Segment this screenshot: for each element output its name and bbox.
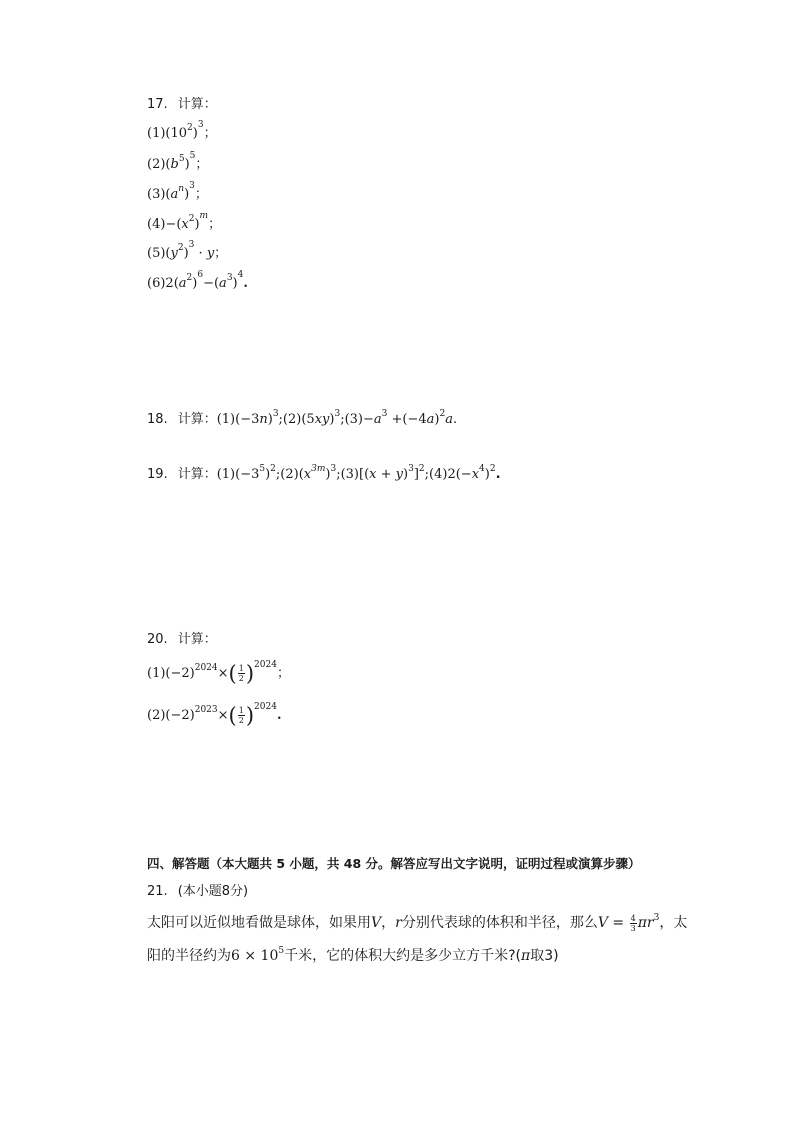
text: ，: [381, 915, 396, 931]
expr: ): [184, 157, 190, 172]
item-label: (2): [147, 708, 166, 723]
exponent: 5: [178, 154, 185, 164]
exponent: 2023: [194, 705, 218, 715]
exponent: 2: [177, 243, 184, 253]
exponent: 2: [186, 273, 193, 283]
expr: −(: [203, 276, 220, 291]
q19-number: 19.: [147, 467, 168, 482]
expr: +(−4: [387, 412, 427, 427]
expr: ): [184, 187, 190, 202]
q18-number: 18.: [147, 412, 168, 427]
exponent: 3: [189, 181, 195, 191]
exponent: 4: [479, 464, 485, 474]
item-label: (4): [147, 217, 166, 232]
exponent: n: [178, 184, 185, 194]
q21-points: (本小题8分): [177, 884, 249, 899]
item-label: (5): [147, 246, 166, 261]
text: 千米，它的体积大约是多少立方千米?(: [284, 948, 521, 964]
exponent: 3: [408, 464, 414, 474]
text: 太阳可以近似地看做是球体，如果用: [147, 915, 371, 931]
exponent: m: [199, 211, 209, 221]
expr: ;(2)(: [275, 467, 304, 482]
expr: (1)(−3: [216, 412, 260, 427]
variable: a: [445, 412, 453, 427]
q17-item-1: [147, 120, 217, 144]
expr: (: [165, 157, 171, 172]
q21-line2: [147, 946, 559, 966]
paren-open: (: [228, 661, 237, 686]
exponent: 6: [197, 270, 204, 280]
variable: y: [395, 467, 404, 482]
q20-header: [147, 630, 217, 650]
q17-item-6: [147, 270, 248, 294]
expr: (1)(−3: [216, 467, 260, 482]
variable: x: [471, 467, 480, 482]
expr: ): [192, 126, 198, 141]
exponent: 2: [439, 409, 446, 419]
q20-title: 计算：: [177, 632, 217, 647]
variable: a: [426, 412, 435, 427]
fraction: [238, 664, 245, 683]
variable: x: [369, 467, 377, 482]
paren-open: (: [228, 703, 237, 728]
punct: ；: [276, 666, 290, 681]
variable: x: [303, 467, 312, 482]
q21-line1: [147, 913, 687, 933]
variable: a: [373, 412, 382, 427]
variable: b: [170, 157, 179, 172]
expr: ;(3)−: [340, 412, 374, 427]
numerator: 1: [238, 706, 244, 715]
q17-item-5: [147, 240, 228, 264]
expr: ): [403, 467, 409, 482]
q21-header: [147, 882, 248, 902]
item-label: (3): [147, 187, 166, 202]
exponent: 5: [189, 151, 196, 161]
expr: ;(4)2(−: [424, 467, 472, 482]
expr: ): [484, 467, 490, 482]
expr: (: [165, 246, 171, 261]
operator: =: [607, 915, 629, 931]
item-label: (6): [147, 276, 166, 291]
fraction: [238, 706, 245, 725]
punct: ；: [194, 187, 208, 202]
variable: a: [178, 276, 187, 291]
variable: V: [597, 915, 608, 931]
expr: ]: [413, 467, 419, 482]
punct: ；: [214, 246, 228, 261]
operator: ×: [217, 708, 229, 723]
variable: y: [206, 246, 215, 261]
expr: ): [267, 412, 273, 427]
fraction: [630, 914, 637, 933]
exponent: 3: [330, 464, 337, 474]
q20-item-2: [147, 702, 282, 728]
exponent: 3: [334, 409, 341, 419]
expr: ;(2)(5: [278, 412, 315, 427]
punct: ；: [203, 126, 217, 141]
numerator: 4: [630, 913, 636, 923]
exponent: 3: [272, 409, 279, 419]
exponent: 5: [259, 464, 266, 474]
item-label: (1): [147, 666, 166, 681]
q17-item-4: [147, 211, 222, 235]
expr: ): [325, 467, 331, 482]
exponent: 2: [188, 214, 195, 224]
exponent: 3: [653, 913, 660, 923]
expr: (10: [165, 126, 188, 141]
punct: ；: [195, 157, 209, 172]
exponent: 3: [381, 409, 388, 419]
punct: .: [276, 708, 282, 723]
q17-item-2: [147, 151, 209, 175]
operator: ×: [217, 666, 229, 681]
punct: .: [495, 467, 501, 482]
exponent: 2024: [254, 702, 277, 712]
text: 分别代表球的体积和半径，那么: [401, 915, 598, 931]
punct: ；: [208, 217, 222, 232]
exponent: 2: [489, 464, 496, 474]
item-label: (1): [147, 126, 166, 141]
denominator: 3: [630, 923, 636, 933]
text: 取3): [530, 948, 559, 964]
variable: y: [170, 246, 178, 261]
expr: ;(3)[(: [336, 467, 370, 482]
section4-heading: 四、解答题（本大题共 5 小题，共 48 分。解答应写出文字说明，证明过程或演算步骤）: [147, 856, 641, 871]
numerator: 1: [238, 664, 244, 673]
item-label: (2): [147, 157, 166, 172]
expr: ): [434, 412, 440, 427]
q20-number: 20.: [147, 632, 168, 647]
pi-symbol: π: [637, 915, 647, 931]
q20-item-1: [147, 660, 290, 686]
exponent: 2024: [254, 660, 277, 670]
expr: (−2): [165, 666, 195, 681]
exponent: 4: [237, 270, 244, 280]
q19-line: [147, 465, 501, 485]
exponent: 2024: [194, 663, 218, 673]
text: ，太: [659, 915, 688, 931]
expr: 6 × 10: [231, 948, 279, 964]
paren-close: ): [245, 661, 255, 686]
exponent: 3: [188, 240, 195, 250]
exponent: 2: [418, 464, 425, 474]
expr: 2(: [165, 276, 179, 291]
paren-close: ): [245, 703, 255, 728]
q18-line: [147, 410, 457, 430]
exponent: 2: [270, 464, 276, 474]
variable: x: [181, 217, 189, 232]
punct: .: [452, 412, 458, 427]
variable: r: [646, 915, 654, 931]
expr: (−2): [165, 708, 195, 723]
expr: ): [183, 246, 189, 261]
exponent: 3: [197, 120, 204, 130]
punct: .: [243, 276, 248, 291]
q17-item-3: [147, 181, 208, 205]
q18-title: 计算：: [177, 412, 217, 427]
expr: ): [194, 217, 200, 232]
q21-number: 21.: [147, 884, 168, 899]
denominator: 2: [238, 716, 244, 725]
expr: ): [329, 412, 335, 427]
expr: ): [192, 276, 198, 291]
variable: xy: [314, 412, 330, 427]
expr: −(: [165, 217, 182, 232]
operator: +: [376, 467, 396, 482]
exponent: 2: [187, 123, 193, 133]
expr: ): [232, 276, 238, 291]
expr: (: [165, 187, 171, 202]
denominator: 2: [238, 674, 244, 683]
variable: r: [395, 915, 402, 931]
q17-title: 计算：: [177, 97, 217, 112]
expr: ): [265, 467, 271, 482]
variable: V: [371, 915, 382, 931]
variable: n: [259, 412, 268, 427]
q17-number: 17.: [147, 97, 168, 112]
text: 阳的半径约为: [147, 948, 231, 964]
q17-header: [147, 95, 217, 115]
operator: ·: [194, 246, 207, 261]
variable: a: [219, 276, 227, 291]
exponent: 5: [278, 946, 285, 956]
q19-title: 计算：: [177, 467, 217, 482]
exponent: 3m: [311, 464, 326, 474]
pi-symbol: π: [521, 948, 531, 964]
variable: a: [170, 187, 179, 202]
exponent: 3: [226, 273, 233, 283]
